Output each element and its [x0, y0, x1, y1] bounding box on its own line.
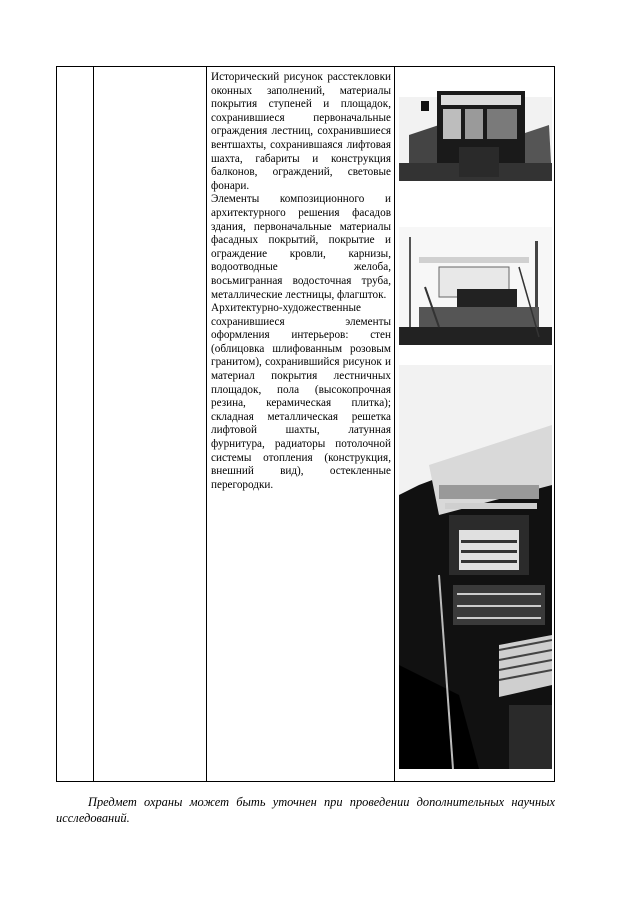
paragraph-facades: Элементы композиционного и архитектурного решения фасадов здания, первоначальные материалы фасадных покрытий, покрытие и ограждение кровли, карнизы, водоотводные желоба, восьмигранная водосточная труба, металлические лестницы, флагшток.: [211, 193, 391, 301]
photo-interior-staircase: [399, 365, 552, 769]
footer-note: Предмет охраны может быть уточнен при проведении дополнительных научных исследований.: [56, 795, 555, 825]
column-divider-3: [394, 67, 395, 781]
photo-facade: [399, 227, 552, 345]
column-divider-1: [93, 67, 94, 781]
paragraph-interiors: Архитектурно-художественные сохранившиеся элементы оформления интерьеров: стен (облицовка шлифованным розовым гранитом), сохранившийся рисунок и материал покрытия лестничных площадок, пола (высокопрочная резина, керамическая плитка); складная металлическая решетка лифтовой шахты, латунная фурнитура, радиаторы потолочной системы отопления (конструкция, внешний вид), остекленные перегородки.: [211, 302, 391, 491]
column-divider-2: [206, 67, 207, 781]
photo-roof-structure: [399, 77, 552, 181]
paragraph-windows-stairs: Исторический рисунок расстекловки оконных заполнений, материалы покрытия ступеней и площадок, сохранившиеся первоначальные ограждения лестниц, сохранившиеся вентшахты, сохранившаяся лифтовая шахта, габариты и конструкция балконов, ограждений, световые фонари.: [211, 71, 391, 192]
photo-interior-staircase-image: [399, 365, 552, 769]
photo-roof-structure-image: [399, 77, 552, 181]
protection-table: [56, 66, 555, 782]
photo-facade-image: [399, 227, 552, 345]
description-cell: [211, 71, 391, 492]
